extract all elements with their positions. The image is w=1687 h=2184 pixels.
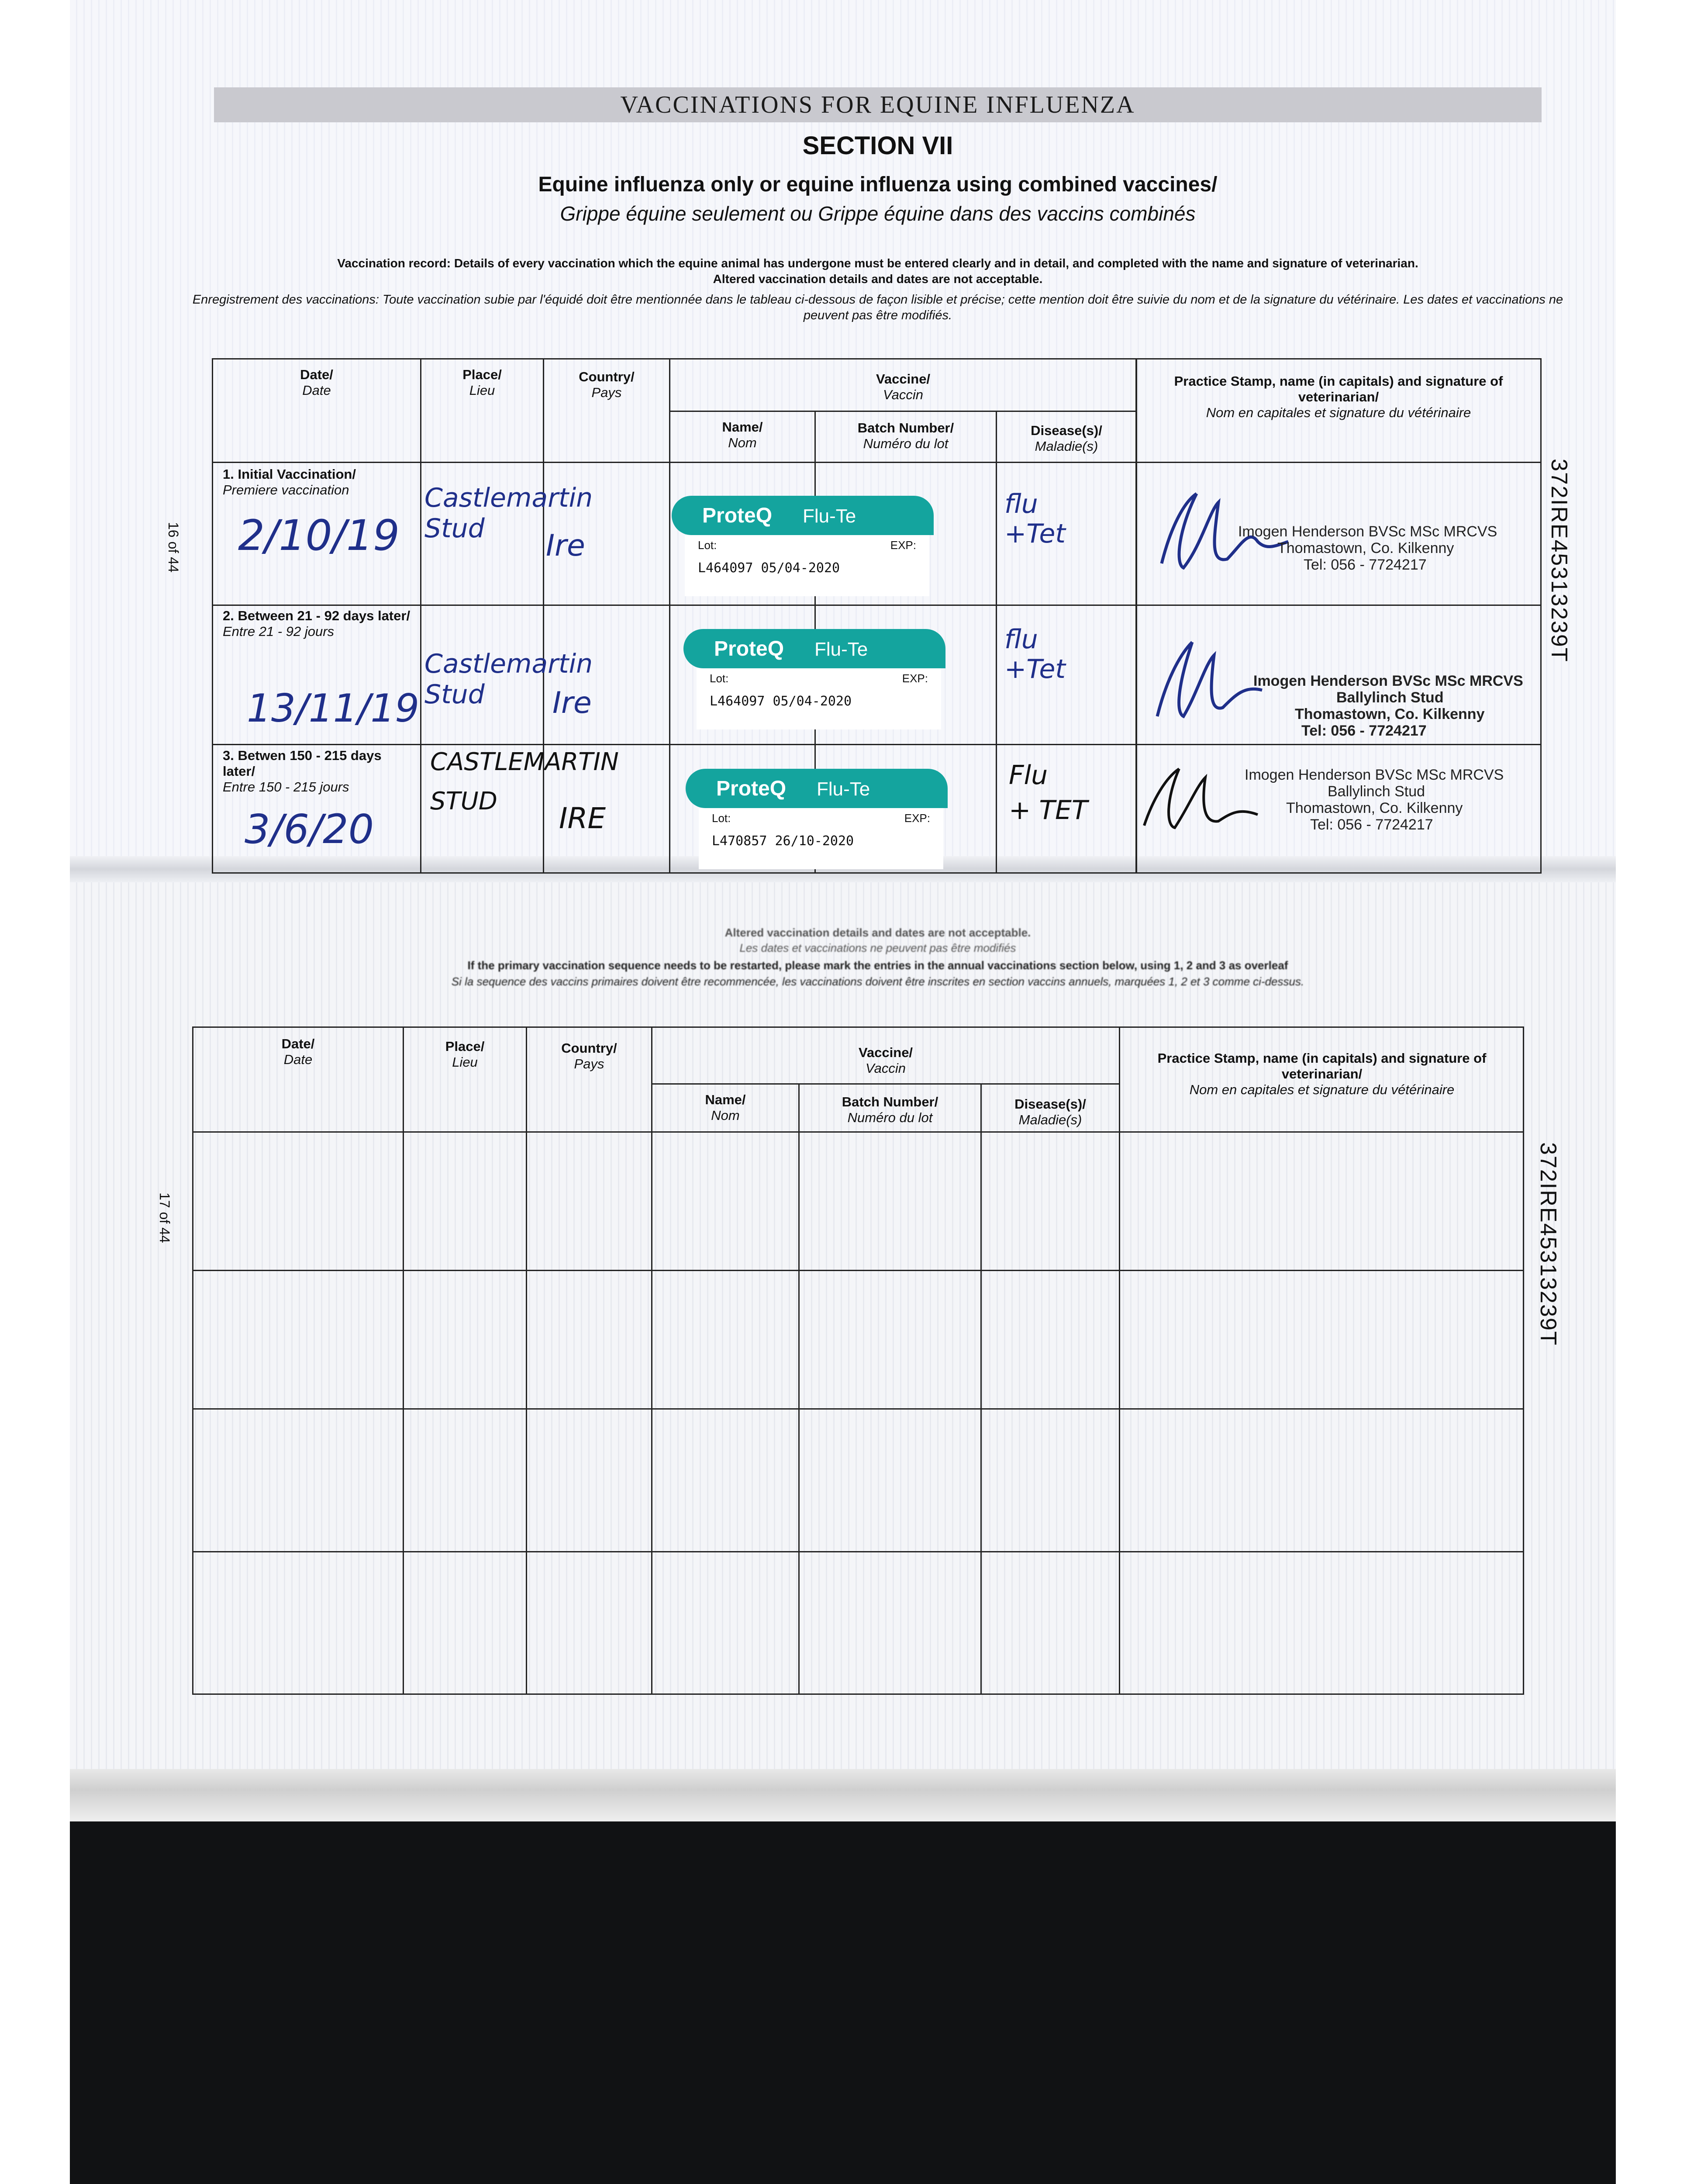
- page-number-16: 16 of 44: [166, 522, 181, 573]
- p17-header-name: Name/ Nom: [705, 1092, 746, 1123]
- row-2-date: 13/11/19: [247, 686, 420, 731]
- p17-note-4: Si la sequence des vaccins primaires doivent être recommencée, les vaccinations doivent être inscrites en section vaccins annuels, marquées 1, 2 et 3 comme ci-dessus.: [451, 975, 1304, 988]
- row-2-country: Ire: [552, 686, 592, 720]
- row-2-stamp: Imogen Henderson BVSc MSc MRCVS Ballylinch Stud Thomastown, Co. Kilkenny Tel: 056 - 7724217: [1253, 673, 1523, 739]
- passport-id-2: 372IRE45313239T: [1535, 1142, 1561, 1346]
- row-1-vaccine-label: ProteQ Flu-Te Lot: EXP: L464097 05/04-2020: [672, 496, 934, 596]
- p17-header-vaccine: Vaccine/ Vaccin: [858, 1045, 913, 1076]
- p17-header-date: Date/ Date: [281, 1036, 315, 1067]
- p17-note-3: If the primary vaccination sequence needs to be restarted, please mark the entries in the annual vaccinations section below, using 1, 2 and 3 as overleaf: [467, 959, 1288, 972]
- row-3-label: 3. Betwen 150 - 215 days later/ Entre 150 - 215 jours: [223, 748, 382, 795]
- header-place: Place/ Lieu: [462, 367, 502, 398]
- p17-header-disease: Disease(s)/ Maladie(s): [1014, 1096, 1086, 1127]
- p17-header-place: Place/ Lieu: [445, 1039, 485, 1070]
- p17-note-2: Les dates et vaccinations ne peuvent pas être modifiés: [739, 941, 1016, 954]
- row-2-label: 2. Between 21 - 92 days later/ Entre 21 - 92 jours: [223, 608, 411, 639]
- page-number-17: 17 of 44: [157, 1192, 172, 1243]
- row-1-place: Castlemartin Stud: [424, 483, 593, 544]
- passport-id: 372IRE45313239T: [1546, 459, 1572, 663]
- header-vaccine: Vaccine/ Vaccin: [876, 371, 931, 402]
- p17-header-stamp: Practice Stamp, name (in capitals) and signature of veterinarian/ Nom en capitales et signature du vétérinaire: [1157, 1051, 1487, 1097]
- row-3-date: 3/6/20: [245, 806, 374, 853]
- banner-title: VACCINATIONS FOR EQUINE INFLUENZA: [214, 87, 1542, 122]
- p17-header-batch: Batch Number/ Numéro du lot: [842, 1094, 938, 1125]
- header-date: Date/ Date: [300, 367, 333, 398]
- page-edge: [70, 1769, 1616, 1821]
- record-note-en: Vaccination record: Details of every vaccination which the equine animal has undergone must be entered clearly and in detail, and completed with the name and signature of veterinarian. Altered vaccination details and dates are not acceptable.: [337, 256, 1418, 286]
- heading-en: Equine influenza only or equine influenza using combined vaccines/: [538, 173, 1218, 196]
- row-1-date: 2/10/19: [238, 511, 400, 560]
- heading-fr: Grippe équine seulement ou Grippe équine dans des vaccins combinés: [560, 202, 1196, 225]
- row-2-place: Castlemartin Stud: [424, 649, 593, 710]
- p17-header-country: Country/ Pays: [561, 1040, 617, 1071]
- header-name: Name/ Nom: [722, 419, 763, 450]
- header-disease: Disease(s)/ Maladie(s): [1031, 423, 1102, 454]
- row-1-label: 1. Initial Vaccination/ Premiere vaccination: [223, 467, 356, 498]
- row-3-stamp: Imogen Henderson BVSc MSc MRCVS Ballylinch Stud Thomastown, Co. Kilkenny Tel: 056 - 7724217: [1245, 767, 1504, 833]
- header-batch: Batch Number/ Numéro du lot: [857, 420, 954, 451]
- row-3-place: CASTLEMARTIN STUD: [430, 748, 619, 816]
- row-3-disease: Flu + TET: [1009, 760, 1088, 826]
- row-1-stamp: Imogen Henderson BVSc MSc MRCVS Thomastown, Co. Kilkenny Tel: 056 - 7724217: [1238, 523, 1497, 573]
- section-title: SECTION VII: [802, 131, 953, 160]
- row-3-country: IRE: [559, 802, 606, 835]
- row-2-vaccine-label: ProteQ Flu-Te Lot: EXP: L464097 05/04-2020: [683, 629, 945, 729]
- header-stamp: Practice Stamp, name (in capitals) and signature of veterinarian/ Nom en capitales et signature du vétérinaire: [1174, 373, 1503, 420]
- row-3-vaccine-label: ProteQ Flu-Te Lot: EXP: L470857 26/10-2020: [686, 769, 948, 869]
- scan-background: [70, 1821, 1616, 2184]
- row-1-disease: flu +Tet: [1004, 489, 1066, 549]
- row-1-country: Ire: [546, 529, 585, 563]
- header-country: Country/ Pays: [579, 369, 635, 400]
- record-note-fr: Enregistrement des vaccinations: Toute vaccination subie par l'équidé doit être mentionnée dans le tableau ci-dessous de façon lisible et précise; cette mention doit être suivie du nom et de la signature du vétérinaire. Les dates et vaccinations ne peuvent pas être modifiés.: [192, 293, 1563, 322]
- p17-note-1: Altered vaccination details and dates are not acceptable.: [724, 926, 1031, 939]
- row-2-disease: flu +Tet: [1004, 624, 1066, 684]
